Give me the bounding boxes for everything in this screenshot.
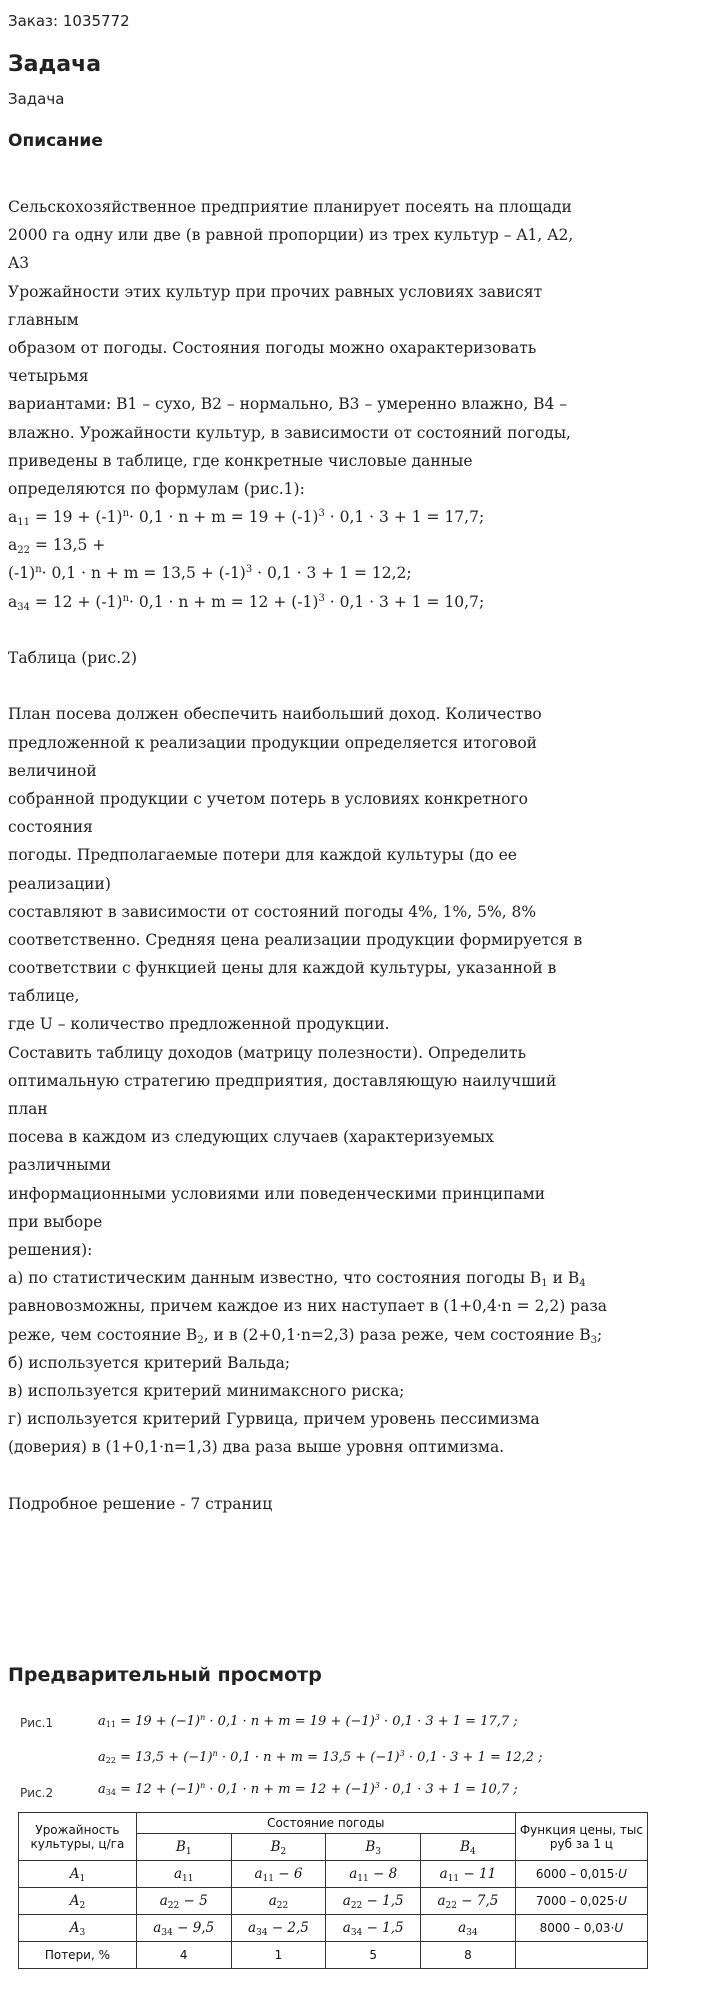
text-line: посева в каждом из следующих случаев (характеризуемых <box>8 1128 494 1147</box>
header-b2: $B_2$ <box>231 1834 326 1861</box>
loss-cell: 1 <box>231 1942 326 1969</box>
text-line: б) используется критерий Вальда; <box>8 1353 291 1372</box>
table-cell: $a_{11}$ <box>136 1861 231 1888</box>
table-cell: $a_{22} - 5$ <box>136 1888 231 1915</box>
header-price: Функция цены, тыс руб за 1 ц <box>515 1813 647 1861</box>
header-weather: Состояние погоды <box>136 1813 515 1834</box>
text-line: информационными условиями или поведенческими принципами <box>8 1184 546 1203</box>
preview-heading: Предварительный просмотр <box>8 1664 322 1686</box>
blank-line <box>8 616 698 644</box>
table-cell: $a_{34} - 9,5$ <box>136 1915 231 1942</box>
text-line: при выборе <box>8 1212 103 1231</box>
text-line: величиной <box>8 761 97 780</box>
text-line: различными <box>8 1156 112 1175</box>
text-line: Сельскохозяйственное предприятие планирует посеять на площади <box>8 198 572 216</box>
text-line: Урожайности этих культур при прочих равных условиях зависят <box>8 282 543 301</box>
table-cell: $a_{34} - 2,5$ <box>231 1915 326 1942</box>
table-cell: $a_{22}$ <box>231 1888 326 1915</box>
text-line: Составить таблицу доходов (матрицу полезности). Определить <box>8 1043 527 1062</box>
table-cell: $a_{22} - 7,5$ <box>421 1888 516 1915</box>
loss-label: Потери, % <box>19 1942 137 1969</box>
text-line: приведены в таблице, где конкретные числовые данные <box>8 451 473 470</box>
preview-formula-a22: $a_{22} = 13,5 + (-1)^n \cdot 0,1 \cdot n + m = 13,5 + (-1)^3 \cdot 0,1 \cdot 3 + 1 = 12,2$ ; <box>98 1749 543 1765</box>
text-line: A3 <box>8 254 30 273</box>
table-cell: $a_{11} - 11$ <box>421 1861 516 1888</box>
text-line: где U – количество предложенной продукции. <box>8 1015 390 1034</box>
text-line: в) используется критерий минимаксного риска; <box>8 1381 405 1400</box>
header-b1: $B_1$ <box>136 1834 231 1861</box>
blank-line <box>8 672 698 700</box>
text-line: План посева должен обеспечить наибольший доход. Количество <box>8 705 542 724</box>
loss-cell: 8 <box>421 1942 516 1969</box>
case-a-line2: равновозможны, причем каждое из них наступает в (1+0,4·n = 2,2) раза <box>8 1297 608 1316</box>
row-label: $A_1$ <box>19 1861 137 1888</box>
table-row <box>19 1861 648 1888</box>
blank-line <box>8 1461 698 1489</box>
text-line: оптимальную стратегию предприятия, доставляющую наилучший <box>8 1071 557 1090</box>
table-row <box>19 1942 648 1969</box>
table-row <box>19 1888 648 1915</box>
task-heading: Задача <box>8 52 102 77</box>
text-line: таблице, <box>8 987 80 1006</box>
header-b4: $B_4$ <box>421 1834 516 1861</box>
table-row <box>19 1915 648 1942</box>
text-line: реализации) <box>8 874 111 893</box>
solution-note: Подробное решение - 7 страниц <box>8 1494 273 1513</box>
formula-a11: $a_{11} = 19 + (-1)^n\cdot 0,1 \cdot n + m = 19 + (-1)^3 \cdot 0,1 \cdot 3 + 1 = 17,7$; <box>8 508 485 529</box>
price-cell: 7000 – 0,025·U <box>515 1888 647 1915</box>
text-line: погоды. Предполагаемые потери для каждой культуры (до ее <box>8 846 517 865</box>
table-cell: $a_{11} - 8$ <box>326 1861 421 1888</box>
text-line: соответствии с функцией цены для каждой культуры, указанной в <box>8 959 557 978</box>
row-label: $A_2$ <box>19 1888 137 1915</box>
text-line: план <box>8 1100 48 1118</box>
table-cell: $a_{34}$ <box>421 1915 516 1942</box>
table-cell: $a_{11} - 6$ <box>231 1861 326 1888</box>
text-line: четырьмя <box>8 367 89 386</box>
text-line: соответственно. Средняя цена реализации продукции формируется в <box>8 930 583 949</box>
order-number: Заказ: 1035772 <box>8 12 130 30</box>
table-reference: Таблица (рис.2) <box>8 649 138 667</box>
description-body <box>8 193 698 1518</box>
text-line: (доверия) в (1+0,1·n=1,3) два раза выше уровня оптимизма. <box>8 1438 505 1457</box>
header-b3: $B_3$ <box>326 1834 421 1861</box>
formula-a22-part2: $(-1)^n\cdot 0,1 \cdot n + m = 13,5 + (-1)^3 \cdot 0,1 \cdot 3 + 1 = 12,2$; <box>8 564 412 583</box>
text-line: составляют в зависимости от состояний погоды 4%, 1%, 5%, 8% <box>8 902 537 921</box>
loss-cell: 4 <box>136 1942 231 1969</box>
text-line: главным <box>8 310 79 329</box>
figure-2-label: Рис.2 <box>20 1786 54 1800</box>
text-line: г) используется критерий Гурвица, причем уровень пессимизма <box>8 1410 540 1429</box>
row-label: $A_3$ <box>19 1915 137 1942</box>
text-line: предложенной к реализации продукции определяется итоговой <box>8 733 538 752</box>
empty-cell <box>515 1942 647 1969</box>
task-subtitle: Задача <box>8 90 65 108</box>
case-a-line1: а) по статистическим данным известно, что состояния погоды $B_1$ и $B_4$ <box>8 1269 586 1290</box>
table-cell: $a_{22} - 1,5$ <box>326 1888 421 1915</box>
price-cell: 8000 – 0,03·U <box>515 1915 647 1942</box>
text-line: собранной продукции с учетом потерь в условиях конкретного <box>8 789 528 808</box>
text-line: вариантами: B1 – сухо, B2 – нормально, B3 – умеренно влажно, B4 – <box>8 395 568 414</box>
text-line: решения): <box>8 1240 93 1259</box>
yield-table <box>18 1812 648 1969</box>
header-yield: Урожайность культуры, ц/га <box>19 1813 137 1861</box>
text-line: состояния <box>8 818 93 837</box>
table-cell: $a_{34} - 1,5$ <box>326 1915 421 1942</box>
loss-cell: 5 <box>326 1942 421 1969</box>
text-line: определяются по формулам (рис.1): <box>8 479 305 498</box>
text-line: образом от погоды. Состояния погоды можно охарактеризовать <box>8 338 537 357</box>
figure-1-label: Рис.1 <box>20 1716 54 1730</box>
formula-a22-part1: $a_{22} = 13,5$ + <box>8 536 106 557</box>
formula-a34: $a_{34} = 12 + (-1)^n\cdot 0,1 \cdot n + m = 12 + (-1)^3 \cdot 0,1 \cdot 3 + 1 = 10,7$; <box>8 592 485 613</box>
preview-formula-a34: $a_{34} = 12 + (-1)^n \cdot 0,1 \cdot n + m = 12 + (-1)^3 \cdot 0,1 \cdot 3 + 1 = 10,7$ ; <box>98 1781 518 1797</box>
case-a-line3: реже, чем состояние $B_2$, и в (2+0,1·n=2,3) раза реже, чем состояние $B_3$; <box>8 1325 603 1346</box>
preview-image <box>0 1700 701 2001</box>
price-cell: 6000 – 0,015·U <box>515 1861 647 1888</box>
text-line: 2000 га одну или две (в равной пропорции) из трех культур – A1, A2, <box>8 226 574 245</box>
preview-formula-a11: $a_{11} = 19 + (-1)^n \cdot 0,1 \cdot n + m = 19 + (-1)^3 \cdot 0,1 \cdot 3 + 1 = 17,7$ ; <box>98 1713 518 1729</box>
description-heading: Описание <box>8 131 103 151</box>
text-line: влажно. Урожайности культур, в зависимости от состояний погоды, <box>8 423 571 442</box>
